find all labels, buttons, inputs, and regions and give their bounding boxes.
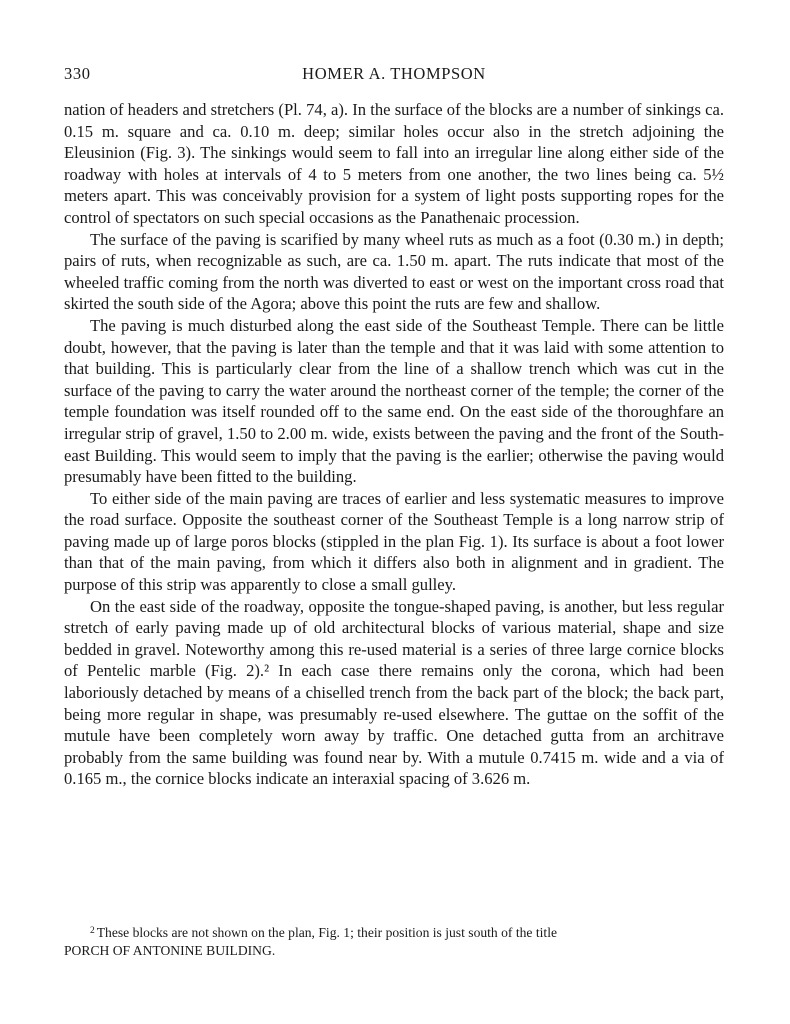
footnote-number: 2 bbox=[90, 926, 95, 936]
paragraph: The paving is much disturbed along the east side of the Southeast Temple. There can be little doubt, however, that the paving is later than the temple and that it was laid with some attention to that building. This is particularly clear from the line of a shallow trench which was cut in the surface of the paving to carry the water around the northeast corner of the temple; the corner of the temple foundation was itself rounded off to the same end. On the east side of the thoroughfare an irregular strip of gravel, 1.50 to 2.00 m. wide, exists between the paving and the front of the Southeast Building. This would seem to imply that the paving is the earlier; otherwise the paving would presumably have been fitted to the building. bbox=[64, 315, 724, 487]
footnote-first-line bbox=[64, 922, 724, 942]
page-number: 330 bbox=[64, 64, 91, 83]
page-header bbox=[64, 64, 724, 86]
paragraph: The surface of the paving is scarified by many wheel ruts as much as a foot (0.30 m.) in depth; pairs of ruts, when recognizable as such, are ca. 1.50 m. apart. The ruts indicate that most of the wheeled traffic coming from the north was diverted to east or west on the important cross road that skirted the south side of the Agora; above this point the ruts are few and shallow. bbox=[64, 229, 724, 314]
paragraph: To either side of the main paving are traces of earlier and less systematic measures to improve the road surface. Opposite the southeast corner of the Southeast Temple is a long narrow strip of paving made up of large poros blocks (stippled in the plan Fig. 1). Its surface is about a foot lower than that of the main paving, from which it differs also both in alignment and in gradient. The purpose of this strip was apparently to close a small gulley. bbox=[64, 488, 724, 595]
running-head: HOMER A. THOMPSON bbox=[302, 64, 486, 83]
paragraph: On the east side of the roadway, opposite the tongue-shaped paving, is another, but less regular stretch of early paving made up of old architectural blocks of various material, shape and size bedded in gravel. Noteworthy among this re-used material is a series of three large cornice blocks of Pentelic marble (Fig. 2).² In each case there remains only the corona, which had been laboriously detached by means of a chiselled trench from the back part of the block; the back part, being more regular in shape, was presumably re-used elsewhere. The guttae on the soffit of the mutule have been completely worn away by traffic. One detached gutta from an architrave probably from the same building was found near by. With a mutule 0.7415 m. wide and a via of 0.165 m., the cornice blocks indicate an interaxial spacing of 3.626 m. bbox=[64, 596, 724, 789]
paragraph: nation of headers and stretchers (Pl. 74, a). In the surface of the blocks are a number of sinkings ca. 0.15 m. square and ca. 0.10 m. deep; similar holes occur also in the stretch adjoining the Eleusinion (Fig. 3). The sinkings would seem to fall into an irregular line along either side of the roadway with holes at intervals of 4 to 5 meters from one another, the two lines being ca. 5½ meters apart. This was conceivably provision for a system of light posts supporting ropes for the control of spectators on such special occasions as the Panathenaic procession. bbox=[64, 100, 724, 227]
footnote bbox=[64, 922, 724, 960]
body-text bbox=[64, 99, 724, 790]
footnote-continuation: PORCH OF ANTONINE BUILDING. bbox=[64, 943, 276, 958]
footnote-text: These blocks are not shown on the plan, Fig. 1; their position is just south of the title bbox=[96, 925, 557, 940]
